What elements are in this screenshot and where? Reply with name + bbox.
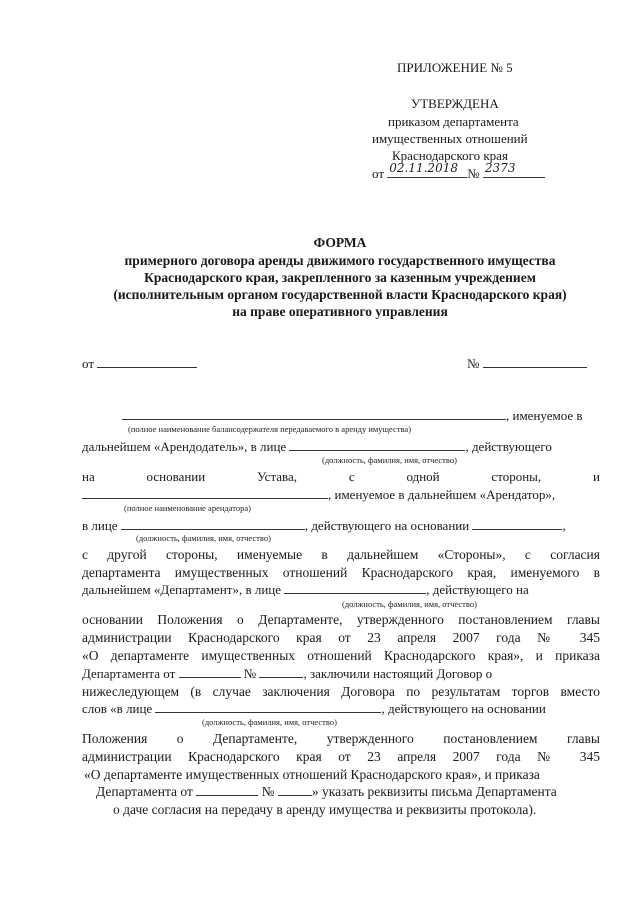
body-line-6: с другой стороны, именуемые в дальнейшем «Стороны», с согласия — [82, 547, 600, 562]
body-line-17: «О департаменте имущественных отношений Краснодарского края», и приказа — [84, 767, 540, 782]
body-line-5: в лице , действующего на основании , — [82, 518, 566, 533]
contract-from-label: от — [82, 356, 95, 371]
body-line-3: на основании Устава, с одной стороны, и — [82, 469, 600, 484]
form-title: ФОРМА — [313, 235, 367, 250]
date-handwritten: 02.11.2018 — [389, 161, 458, 175]
order-number-field — [259, 666, 303, 678]
letter-date-field — [196, 784, 258, 796]
number-handwritten: 2373 — [484, 161, 516, 175]
order-line-3: Краснодарского края — [392, 148, 508, 163]
body-line-2: дальнейшем «Арендодатель», в лице , действующего — [82, 439, 552, 454]
caption-lessee-name: (полное наименование арендатора) — [124, 503, 251, 513]
contract-number-field — [483, 356, 587, 368]
lessee-rep-field — [121, 518, 305, 530]
appendix-label: ПРИЛОЖЕНИЕ № 5 — [397, 60, 513, 75]
tender-rep-field — [155, 701, 381, 713]
number-sign: № — [467, 166, 480, 181]
caption-lessor-name: (полное наименование балансодержателя передаваемого в аренду имущества) — [128, 424, 412, 434]
caption-lessor-rep: (должность, фамилия, имя, отчество) — [322, 455, 457, 465]
lessee-basis-field — [472, 518, 562, 530]
caption-tender-rep: (должность, фамилия, имя, отчество) — [202, 717, 337, 727]
body-line-7: департамента имущественных отношений Краснодарского края, именуемого в — [82, 565, 600, 580]
title-line-5: на праве оперативного управления — [232, 304, 448, 319]
body-line-4: , именуемое в дальнейшем «Арендатор», — [82, 487, 555, 503]
contract-date-field — [97, 356, 197, 368]
lessor-name-field — [122, 408, 506, 420]
number-field — [483, 161, 545, 178]
body-line-18: Департамента от № » указать реквизиты письма Департамента — [96, 784, 557, 799]
order-line-1: приказом департамента — [388, 114, 519, 129]
title-line-4: (исполнительным органом государственной власти Краснодарского края) — [113, 287, 567, 302]
letter-number-field — [278, 784, 312, 796]
caption-department-rep: (должность, фамилия, имя, отчество) — [342, 599, 477, 609]
body-line-14: слов «в лице , действующего на основании — [82, 701, 546, 716]
body-line-1: , именуемое в — [122, 408, 583, 424]
body-line-10: администрации Краснодарского края от 23 апреля 2007 года № 345 — [82, 630, 600, 645]
lessor-rep-field — [289, 439, 465, 451]
body-line-19: о даче согласия на передачу в аренду имущества и реквизиты протокола). — [113, 802, 537, 817]
contract-date-line — [82, 356, 197, 372]
title-line-3: Краснодарского края, закрепленного за казенным учреждением — [144, 270, 536, 285]
caption-lessee-rep: (должность, фамилия, имя, отчество) — [136, 533, 271, 543]
body-line-11: «О департаменте имущественных отношений Краснодарского края», и приказа — [82, 648, 600, 663]
contract-number-label: № — [467, 356, 480, 371]
body-line-15: Положения о Департаменте, утвержденного постановлением главы — [82, 731, 600, 746]
body-line-12: Департамента от № , заключили настоящий Договор о — [82, 666, 493, 681]
lessee-name-field — [82, 487, 328, 499]
order-date-line — [372, 161, 545, 182]
department-rep-field — [284, 582, 426, 594]
body-line-16: администрации Краснодарского края от 23 апреля 2007 года № 345 — [82, 749, 600, 764]
approved-label: УТВЕРЖДЕНА — [411, 96, 499, 111]
title-line-2: примерного договора аренды движимого государственного имущества — [124, 253, 556, 268]
body-line-8: дальнейшем «Департамент», в лице , действующего на — [82, 582, 529, 597]
date-field — [387, 161, 467, 178]
body-line-9: основании Положения о Департаменте, утвержденного постановлением главы — [82, 612, 600, 627]
contract-number-line — [467, 356, 587, 372]
body-line-13: нижеследующем (в случае заключения Договора по результатам торгов вместо — [82, 684, 600, 699]
order-line-2: имущественных отношений — [372, 131, 528, 146]
date-prefix: от — [372, 166, 385, 181]
order-date-field — [179, 666, 241, 678]
